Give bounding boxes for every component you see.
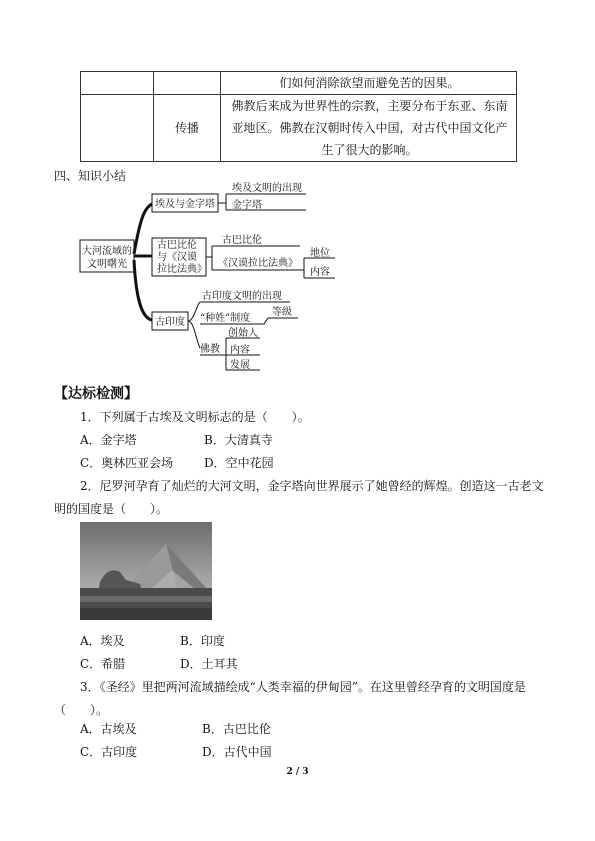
branch-line <box>134 204 152 254</box>
mindmap-leaf: 古巴比伦 <box>222 235 262 246</box>
question-2-options <box>80 630 540 676</box>
option: D．土耳其 <box>180 657 238 671</box>
mindmap-leaf: 地位 <box>310 248 330 259</box>
page-number: 2 / 3 <box>286 767 309 777</box>
option: C．古印度 <box>80 745 138 759</box>
mindmap-node-label: 拉比法典》 <box>157 264 207 275</box>
question-stem: 1．下列属于古埃及文明标志的是（ ）。 <box>80 410 310 424</box>
pyramid-photo <box>80 522 212 620</box>
mindmap-leaf: 创始人 <box>228 328 258 339</box>
mindmap-leaf: 内容 <box>310 267 330 278</box>
option: A．埃及 <box>80 634 125 648</box>
option: B．大清真寺 <box>204 433 273 447</box>
branch-line <box>134 260 152 320</box>
buddhism-table <box>80 71 517 162</box>
option: B．印度 <box>180 634 225 648</box>
table-cell: 们如何消除欲望而避免苦的因果。 <box>221 72 517 95</box>
test-heading: 【达标检测】 <box>54 386 138 402</box>
options-row <box>80 429 540 452</box>
question-2 <box>54 475 544 521</box>
table-cell <box>154 72 221 95</box>
option: D．古代中国 <box>202 745 272 759</box>
mindmap-leaf: 《汉谟拉比法典》 <box>218 258 298 269</box>
mind-map <box>60 180 380 375</box>
question-stem: 明的国度是（ ）。 <box>54 502 169 516</box>
connector-line <box>218 194 226 210</box>
mindmap-root-label: 大河流域的 <box>82 246 132 257</box>
mindmap-node-label: 古印度 <box>155 317 185 328</box>
mindmap-node-label: 埃及与金字塔 <box>155 199 215 210</box>
options-row <box>80 630 540 653</box>
connector-line <box>188 302 200 348</box>
mindmap-leaf: “种姓”制度 <box>200 313 251 324</box>
option: C．希腊 <box>80 657 126 671</box>
option: A．古埃及 <box>80 722 137 736</box>
connector-line <box>300 258 304 278</box>
underline <box>258 318 298 324</box>
mindmap-leaf: 金字塔 <box>232 200 262 211</box>
options-row <box>80 653 540 676</box>
table-cell <box>81 95 154 162</box>
option: A．金字塔 <box>80 433 137 447</box>
question-stem: 3．《圣经》里把两河流域描绘成“人类幸福的伊甸园”。在这里曾经孕育的文明国度是 <box>80 680 526 694</box>
mindmap-leaf: 发展 <box>230 360 250 371</box>
question-stem: 2．尼罗河孕育了灿烂的大河文明，金字塔向世界展示了她曾经的辉煌。创造这一古老文 <box>80 479 544 493</box>
connector-line <box>222 338 226 370</box>
mindmap-leaf: 等级 <box>272 307 292 318</box>
table-cell <box>81 72 154 95</box>
option: D．空中花园 <box>204 456 274 470</box>
question-3 <box>54 676 544 722</box>
mindmap-node-label: 古巴比伦 <box>157 240 197 251</box>
option: C．奥林匹亚会场 <box>80 456 174 470</box>
mindmap-leaf: 内容 <box>230 345 250 356</box>
question-1 <box>80 406 540 475</box>
mindmap-node-label: 与《汉谟 <box>157 252 197 263</box>
table-cell: 佛教后来成为世界性的宗教，主要分布于东亚、东南亚地区。佛教在汉朝时传入中国，对古代中国文化产生了很大的影响。 <box>221 95 517 162</box>
question-stem: （ ）。 <box>54 703 109 717</box>
option: B．古巴比伦 <box>202 722 271 736</box>
table-row <box>81 72 517 95</box>
options-row <box>80 452 540 475</box>
question-3-options <box>80 718 540 764</box>
mindmap-leaf: 古印度文明的出现 <box>202 291 282 302</box>
mindmap-leaf: 佛教 <box>200 344 220 355</box>
section-heading: 四、知识小结 <box>54 169 127 183</box>
options-row <box>80 741 540 764</box>
table-cell: 传播 <box>154 95 221 162</box>
mindmap-root-label: 文明曙光 <box>87 259 127 270</box>
table-row <box>81 95 517 162</box>
options-row <box>80 718 540 741</box>
mindmap-leaf: 埃及文明的出现 <box>232 183 302 194</box>
